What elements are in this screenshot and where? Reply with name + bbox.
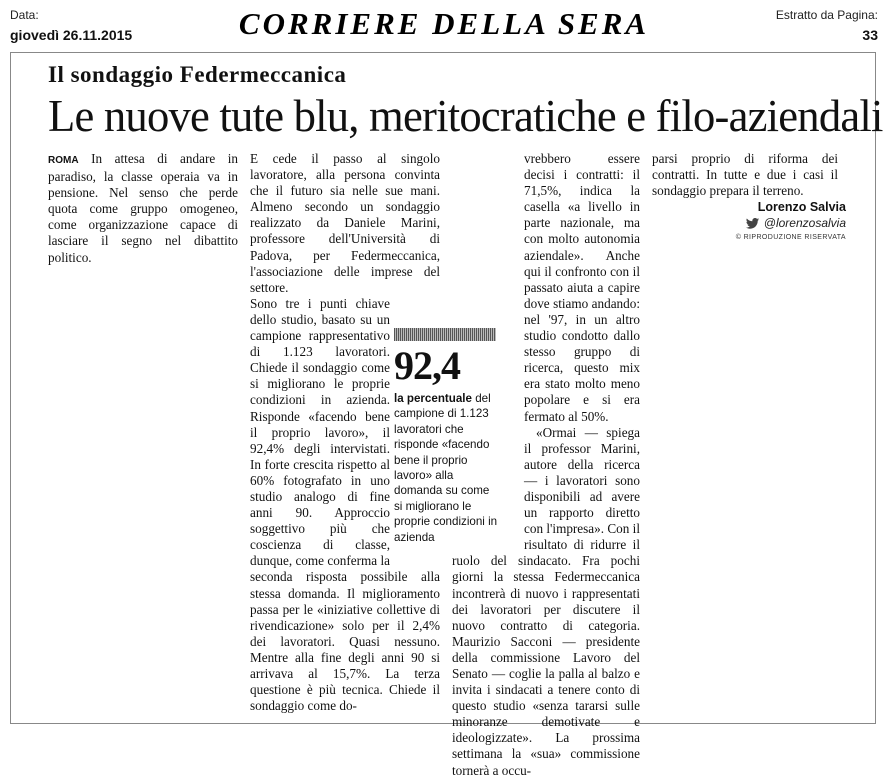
pull-quote-number: 92,4	[394, 343, 460, 388]
pull-quote-caption	[394, 391, 498, 545]
column-4-text: parsi proprio di riforma dei contratti. In tutte e due i casi il sondaggio prepara il terreno.	[652, 151, 838, 199]
column-1-text: In attesa di andare in paradiso, la classe operaia va in pensione. Nel senso che perde quota come gruppo omogeneo, come organizzazione capace di lasciare il segno nel dibattito politico.	[48, 151, 238, 265]
pull-quote-bar	[394, 328, 496, 341]
header-right	[776, 8, 878, 44]
twitter-bird-icon	[745, 218, 760, 229]
column-3-paragraph-1: vrebbero essere decisi i contratti: il 71,5%, indica la casella «a livello in parte nazionale, ma con molto autonomia aziendale». Anche qui il confronto con il passato aiuta a capire dove stiamo andando: nel '97, in un altro studio condotto dallo stesso gruppo di ricerca, questo mix era stato molto meno popolare e si era fermato al 50%.	[524, 151, 640, 424]
excerpt-label: Estratto da Pagina:	[775, 8, 878, 22]
column-2-paragraph-2: Sono tre i punti chiave dello studio, basato su un campione rappresentativo di 1.123 lavoratori. Chiede il sondaggio come si migliorano le proprie condizioni in azienda. Risponde «facendo bene il proprio lavoro», il 92,4% degli intervistati. In forte crescita rispetto al 60% fotografato in uno studio analogo di fine anni 90. Approccio soggettivo più che coscienza di classe, dunque, come conferma la seconda risposta possibile alla stessa domanda. Il miglioramento passa per le «iniziative collettive di rivendicazione» solo per il 2,4% dei lavoratori. Quasi nessuno. Mentre alla fine degli anni 90 si arrivava al 15,7%. La terza questione è più tecnica. Chiede il sondaggio come do-	[250, 295, 440, 714]
author-name: Lorenzo Salvia	[757, 200, 846, 214]
article-column-1	[48, 151, 238, 266]
masthead: CORRIERE DELLA SERA	[238, 6, 650, 41]
pull-quote-lead: la percentuale	[394, 392, 472, 405]
pull-quote	[394, 328, 498, 545]
dateline-location: ROMA	[48, 155, 79, 166]
author-block	[736, 200, 846, 241]
page-number: 33	[862, 27, 878, 43]
date-label: Data:	[10, 8, 39, 22]
article-column-4	[652, 151, 838, 199]
column-2-paragraph-1: E cede il passo al singolo lavoratore, alla persona convinta che il futuro sia nelle sue mani. Almeno secondo un sondaggio realizzato da Daniele Marini, professore dell'Università di Padova, per Federmeccanica, l'associazione delle imprese del settore.	[250, 151, 440, 295]
copyright-notice: © RIPRODUZIONE RISERVATA	[735, 234, 846, 241]
twitter-handle: @lorenzosalvia	[763, 216, 846, 230]
article-kicker: Il sondaggio Federmeccanica	[48, 62, 347, 87]
pull-quote-rest: del campione di 1.123 lavoratori che risponde «facendo bene il proprio lavoro» alla domanda su come si migliorano le proprie condizioni in azienda	[394, 392, 498, 544]
author-twitter[interactable]	[736, 216, 846, 230]
issue-date: giovedì 26.11.2015	[10, 27, 133, 43]
article-headline: Le nuove tute blu, meritocratiche e filo-aziendali	[48, 90, 883, 141]
column-3-paragraph-2: «Ormai — spiega il professor Marini, autore della ricerca — i lavoratori sono disponibili ad avere un rapporto diretto con l'impresa». Con il risultato di ridurre il ruolo del sindacato. Fra pochi giorni la stessa Federmeccanica incontrerà di nuovo i rappresentati dei lavoratori per discutere il nuovo contratto di categoria. Maurizio Sacconi — presidente della commissione Lavoro del Senato — coglie la palla al balzo e invita i sindacati a tenere conto di questo studio «senza tararsi sulle minoranze demotivate e ideologizzate». La prossima settimana la «sua» commissione tornerà a occu-	[452, 424, 640, 778]
